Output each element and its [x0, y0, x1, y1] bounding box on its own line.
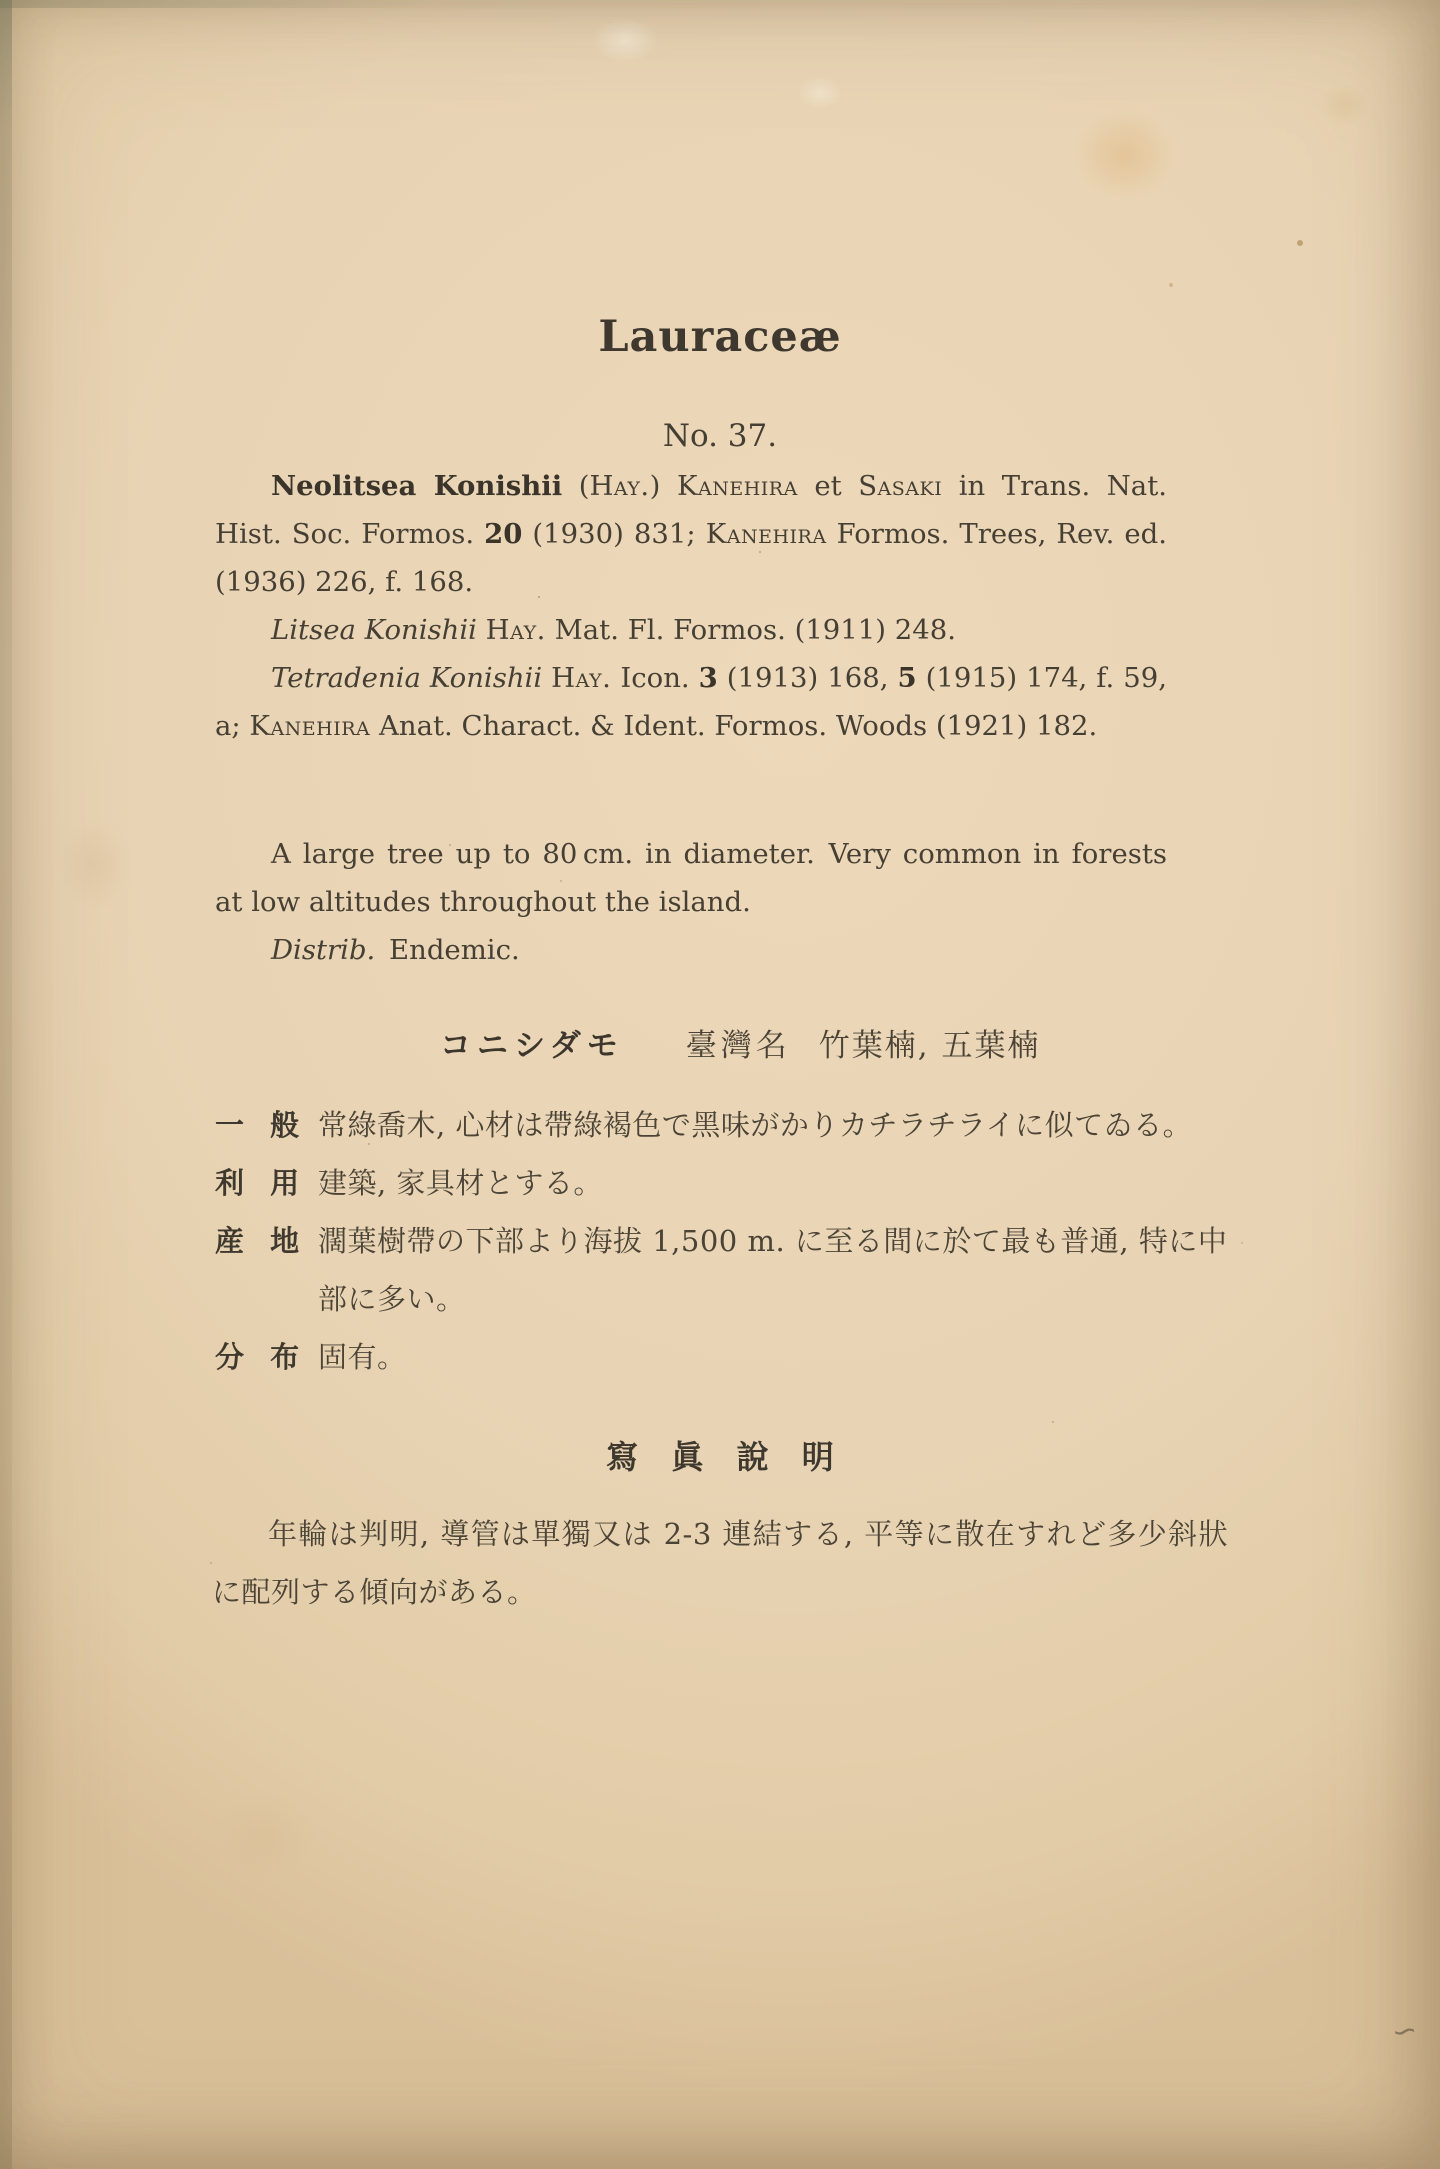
taiwan-name-label: 臺灣名 [685, 1028, 791, 1064]
paper-stain [190, 1770, 340, 1900]
attribute-label: 分 布 [215, 1340, 300, 1374]
attribute-label: 利 用 [215, 1166, 300, 1200]
distribution-note: Distrib. Endemic. [271, 934, 520, 966]
attribute-text: 濶葉樹帶の下部より海拔 1,500 m. に至る間に於て最も普通, 特に中部に多い。 [318, 1224, 1228, 1316]
library-watermark [0, 1990, 1440, 2169]
photo-description-text: 年輪は判明, 導管は單獨又は 2-3 連結する, 平等に散在すれど多少斜狀に配列する傾向がある。 [212, 1517, 1228, 1609]
paper-stain [1050, 90, 1200, 220]
vernacular-name-line [440, 1020, 1040, 1065]
attribute-row [215, 1328, 1245, 1386]
paper-stain [40, 800, 150, 930]
synonymy-block [215, 462, 1167, 750]
habit-description: A large tree up to 80 cm. in diameter. Very common in forests at low altitudes throughout the island. [215, 838, 1167, 918]
attribute-row [215, 1212, 1245, 1328]
photo-description-block [212, 1505, 1228, 1621]
attribute-row [215, 1096, 1245, 1154]
taiwan-names: 竹葉楠, 五葉楠 [818, 1028, 1041, 1064]
photo-description-heading: 寫 眞 說 明 [606, 1438, 834, 1476]
attribute-text: 建築, 家具材とする。 [318, 1166, 603, 1200]
description-block [215, 830, 1167, 974]
paper-fleck [580, 10, 670, 70]
attribute-text: 固有。 [318, 1340, 407, 1374]
paper-stain [1310, 75, 1380, 135]
japanese-attribute-list [215, 1096, 1245, 1386]
catalog-number: No. 37. [662, 418, 778, 454]
attribute-label: 産 地 [215, 1224, 300, 1258]
attribute-row [215, 1154, 1245, 1212]
page-title-family: Lauraceæ [598, 312, 842, 362]
synonymy-citation-3: Tetradenia Konishii Hay. Icon. 3 (1913) 168, 5 (1915) 174, f. 59, a; Kanehira Anat. Charact. & Ident. Formos. Woods (1921) 182. [215, 662, 1167, 742]
vernacular-name: コニシダモ [440, 1028, 624, 1064]
synonymy-citation-2: Litsea Konishii Hay. Mat. Fl. Formos. (1911) 248. [271, 614, 957, 646]
ink-specks [1297, 240, 1303, 246]
margin-squiggle-mark: ∽ [1388, 2011, 1421, 2052]
page-edge-top [0, 0, 1440, 8]
synonymy-citation-1: Neolitsea Konishii (Hay.) Kanehira et Sasaki in Trans. Nat. Hist. Soc. Formos. 20 (1930) 831; Kanehira Formos. Trees, Rev. ed. (1936) 226, f. 168. [215, 470, 1167, 598]
paper-fleck [790, 70, 850, 115]
attribute-text: 常綠喬木, 心材は帶綠褐色で黑味がかりカチラチライに似てゐる。 [318, 1108, 1193, 1142]
attribute-label: 一 般 [215, 1108, 300, 1142]
